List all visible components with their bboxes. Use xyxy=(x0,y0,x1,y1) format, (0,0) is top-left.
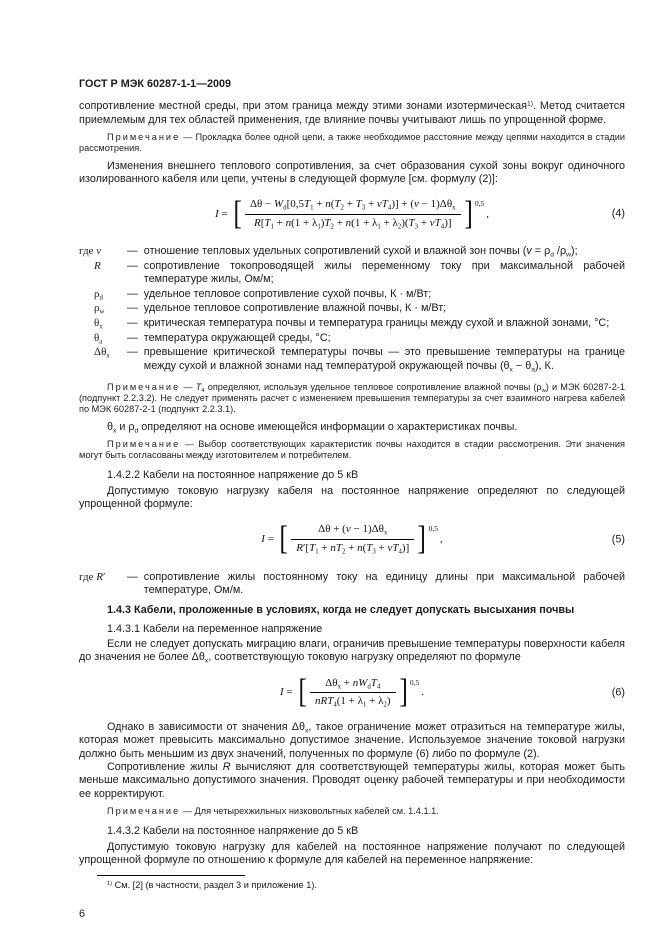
page-number: 6 xyxy=(79,907,86,920)
formula-5-body xyxy=(261,520,443,558)
definition-text: критическая температура почвы и температура границы между сухой и влажной зонами, °С; xyxy=(143,316,610,329)
definition-row xyxy=(79,317,625,331)
definition-text: сопротивление жилы постоянному току на единицу длины при максимальной рабочей температуре, Ом/м. xyxy=(143,570,625,596)
note-label: Примечание xyxy=(107,806,181,817)
note-label: Примечание xyxy=(107,132,181,143)
equation-number: (5) xyxy=(611,532,625,545)
formula-6-body xyxy=(280,673,424,711)
open-bracket: [ xyxy=(233,194,242,232)
denominator: $nRT_4(1 + \lambda_1 + \lambda_2)$ xyxy=(315,695,391,709)
exponent: 0,5 xyxy=(428,524,438,534)
definition-dash: — xyxy=(127,245,138,258)
paragraph-if: Если не следует допускать миграцию влаги, ограничив превышение температуры поверхности кабеля до значения не более $\Delta\theta_x$, соответствующую токовую нагрузку определяют по формуле xyxy=(79,638,625,665)
definition-term: где v xyxy=(79,245,102,258)
note-text: — Для четырехжильных низковольтных кабелей см. 1.4.1.1. xyxy=(182,806,439,817)
definition-term: $\rho_w$ xyxy=(94,302,105,316)
symbol-definition-r xyxy=(79,571,625,599)
definition-dash: — xyxy=(127,346,138,359)
heading-1-4-3-2: 1.4.3.2 Кабели на постоянное напряжение до 5 кВ xyxy=(107,825,359,838)
close-bracket: ] xyxy=(417,520,427,558)
formula-5 xyxy=(79,521,625,559)
definition-term: $\theta_x$ xyxy=(94,316,103,331)
note-3 xyxy=(79,439,625,461)
definition-dash: — xyxy=(127,316,138,329)
definition-text: отношение тепловых удельных сопротивлений сухой и влажной зон почвы ($v = \rho_d$ $/\rho_w$); xyxy=(143,245,578,259)
definition-row xyxy=(79,346,625,373)
footnote-rule xyxy=(97,875,245,876)
note-4 xyxy=(79,806,625,817)
note-text: — Выбор соответствующих характеристик почвы находится в стадии рассмотрения. Эти значения могут быть согласованы между изготовителем и потребителем. xyxy=(79,438,625,461)
note-text: — Прокладка более одной цепи, а также необходимое расстояние между цепями находится в стадии рассмотрения. xyxy=(79,132,625,154)
formula-lhs: I = xyxy=(214,207,228,220)
footnote-block xyxy=(79,875,625,891)
definition-term: где R′ xyxy=(79,570,106,583)
denominator: $R'[T_1 + nT_2 + n(T_3 + vT_4)]$ xyxy=(296,542,410,556)
numerator: $\Delta\theta - W_d[0,5T_1 + n(T_2 + T_3 + vT_4)] + (v - 1)\Delta\theta_x$ xyxy=(245,198,461,215)
doc-code: ГОСТ Р МЭК 60287-1-1—2009 xyxy=(79,78,232,90)
formula-6 xyxy=(79,674,625,712)
definition-dash: — xyxy=(127,259,138,272)
heading-1-4-2-2: 1.4.2.2 Кабели на постоянное напряжение до 5 кВ xyxy=(107,469,359,482)
exponent: 0,5 xyxy=(474,199,485,209)
symbol-definitions xyxy=(79,245,625,374)
open-bracket: [ xyxy=(279,520,288,558)
paragraph-dc2: Допустимую токовую нагрузку для кабелей на постоянное напряжение получают по следующей упрощенной формуле по отношению к формуле для кабелей на переменное напряжение: xyxy=(79,840,625,866)
formula-lhs: I = xyxy=(261,532,274,545)
formula-4 xyxy=(79,195,625,233)
paragraph-however: Однако в зависимости от значения $\Delta\theta_x$, такое ограничение может отразиться на температуре жилы, которая может превысить максимально допустимое значение. Используемое значение токовой нагрузки должно быть меньшим из двух значений, полученных по формуле (6) либо по формуле (2). xyxy=(79,720,625,760)
definition-text: превышение критической температуры почвы — это превышение температуры на границе между сухой и влажной зонами над температурой окружающей почвы $(\theta_x - \theta_a)$, К. xyxy=(143,346,625,373)
definition-dash: — xyxy=(127,570,138,583)
numerator: $\Delta\theta_x + nW_dT_4$ xyxy=(310,677,395,694)
definition-term: $\Delta\theta_x$ xyxy=(94,346,110,360)
footnote-text: $^{1)}$ См. [2] (в частности, раздел 3 и приложение 1). xyxy=(107,880,317,891)
paragraph-dc: Допустимую токовую нагрузку кабеля на постоянное напряжение определяют по следующей упрощенной формуле: xyxy=(79,484,625,511)
numerator: $\Delta\theta + (v - 1)\Delta\theta_x$ xyxy=(291,523,414,540)
definition-row xyxy=(79,288,625,302)
note-label: Примечание xyxy=(107,438,181,449)
note-1 xyxy=(79,132,625,154)
definition-dash: — xyxy=(127,287,138,300)
fraction xyxy=(310,677,395,709)
fraction xyxy=(291,523,414,555)
definition-term: $\theta_a$ xyxy=(94,331,103,345)
definition-text: сопротивление токопроводящей жилы переменному току при максимальной рабочей температуре жилы, Ом/м; xyxy=(143,259,625,286)
definition-row xyxy=(79,302,625,316)
definition-row xyxy=(79,260,625,287)
definition-dash: — xyxy=(127,331,138,344)
note-label: Примечание xyxy=(107,381,181,392)
definition-dash: — xyxy=(127,302,138,315)
exponent: 0,5 xyxy=(409,677,420,687)
definition-text: удельное тепловое сопротивление влажной почвы, К · м/Вт; xyxy=(143,302,447,315)
definition-term: R xyxy=(94,259,101,272)
note-2 xyxy=(79,382,625,416)
heading-1-4-3: 1.4.3 Кабели, проложенные в условиях, когда не следует допускать высыхания почвы xyxy=(107,604,575,617)
formula-tail: . xyxy=(421,685,424,698)
equation-number: (6) xyxy=(611,686,625,699)
formula-4-body xyxy=(214,194,489,232)
equation-number: (4) xyxy=(611,207,625,220)
formula-lhs: I = xyxy=(280,685,293,698)
definition-row xyxy=(79,571,625,598)
heading-1-4-3-1: 1.4.3.1 Кабели на переменное напряжение xyxy=(107,622,323,635)
formula-tail: , xyxy=(439,532,443,545)
definition-row xyxy=(79,245,625,259)
close-bracket: ] xyxy=(463,194,473,232)
paragraph-theta: $\theta_x$ и $\rho_d$ определяют на основе имеющейся информации о характеристиках почвы. xyxy=(107,420,518,434)
paragraph-intro: сопротивление местной среды, при этом граница между этими зонами изотермическая$^{1)}$. Метод считается приемлемым для тех областей применения, где влияние почвы учитывают лишь по упрощенной форме. xyxy=(79,100,625,126)
definition-text: температура окружающей среды, °С; xyxy=(143,331,331,344)
definition-term: $\rho_d$ xyxy=(94,287,103,302)
formula-tail: , xyxy=(486,207,489,220)
open-bracket: [ xyxy=(298,673,307,711)
close-bracket: ] xyxy=(398,673,408,711)
note-text: — $T_4$ определяют, используя удельное тепловое сопротивление влажной почвы $(\rho_w)$ и МЭК 60287-2-1 (подпункт 2.2.3.2). Не следует применять расчет с изменением превышения температуры за счет взаимного нагрева кабелей по МЭК 60287-2-1 (подпункт 2.2.3.1). xyxy=(79,381,625,415)
fraction xyxy=(245,198,461,230)
definition-text: удельное тепловое сопротивление сухой почвы, К · м/Вт; xyxy=(143,287,432,300)
denominator: $R[T_1 + n(1 + \lambda_1)T_2 + n(1 + \lambda_1 + \lambda_2)(T_3 + vT_4)]$ xyxy=(253,216,452,231)
paragraph-resistance: Сопротивление жилы R вычисляют для соответствующей температуры жилы, которая может быть меньше максимально допустимого значения. Проводят оценку рабочей температуры и при необходимости ее корректируют. xyxy=(79,760,625,800)
paragraph-changes: Изменения внешнего теплового сопротивления, за счет образования сухой зоны вокруг одиночного изолированного кабеля или цепи, учтены в следующей формуле [см. формулу (2)]: xyxy=(79,159,625,185)
definition-row xyxy=(79,332,625,346)
